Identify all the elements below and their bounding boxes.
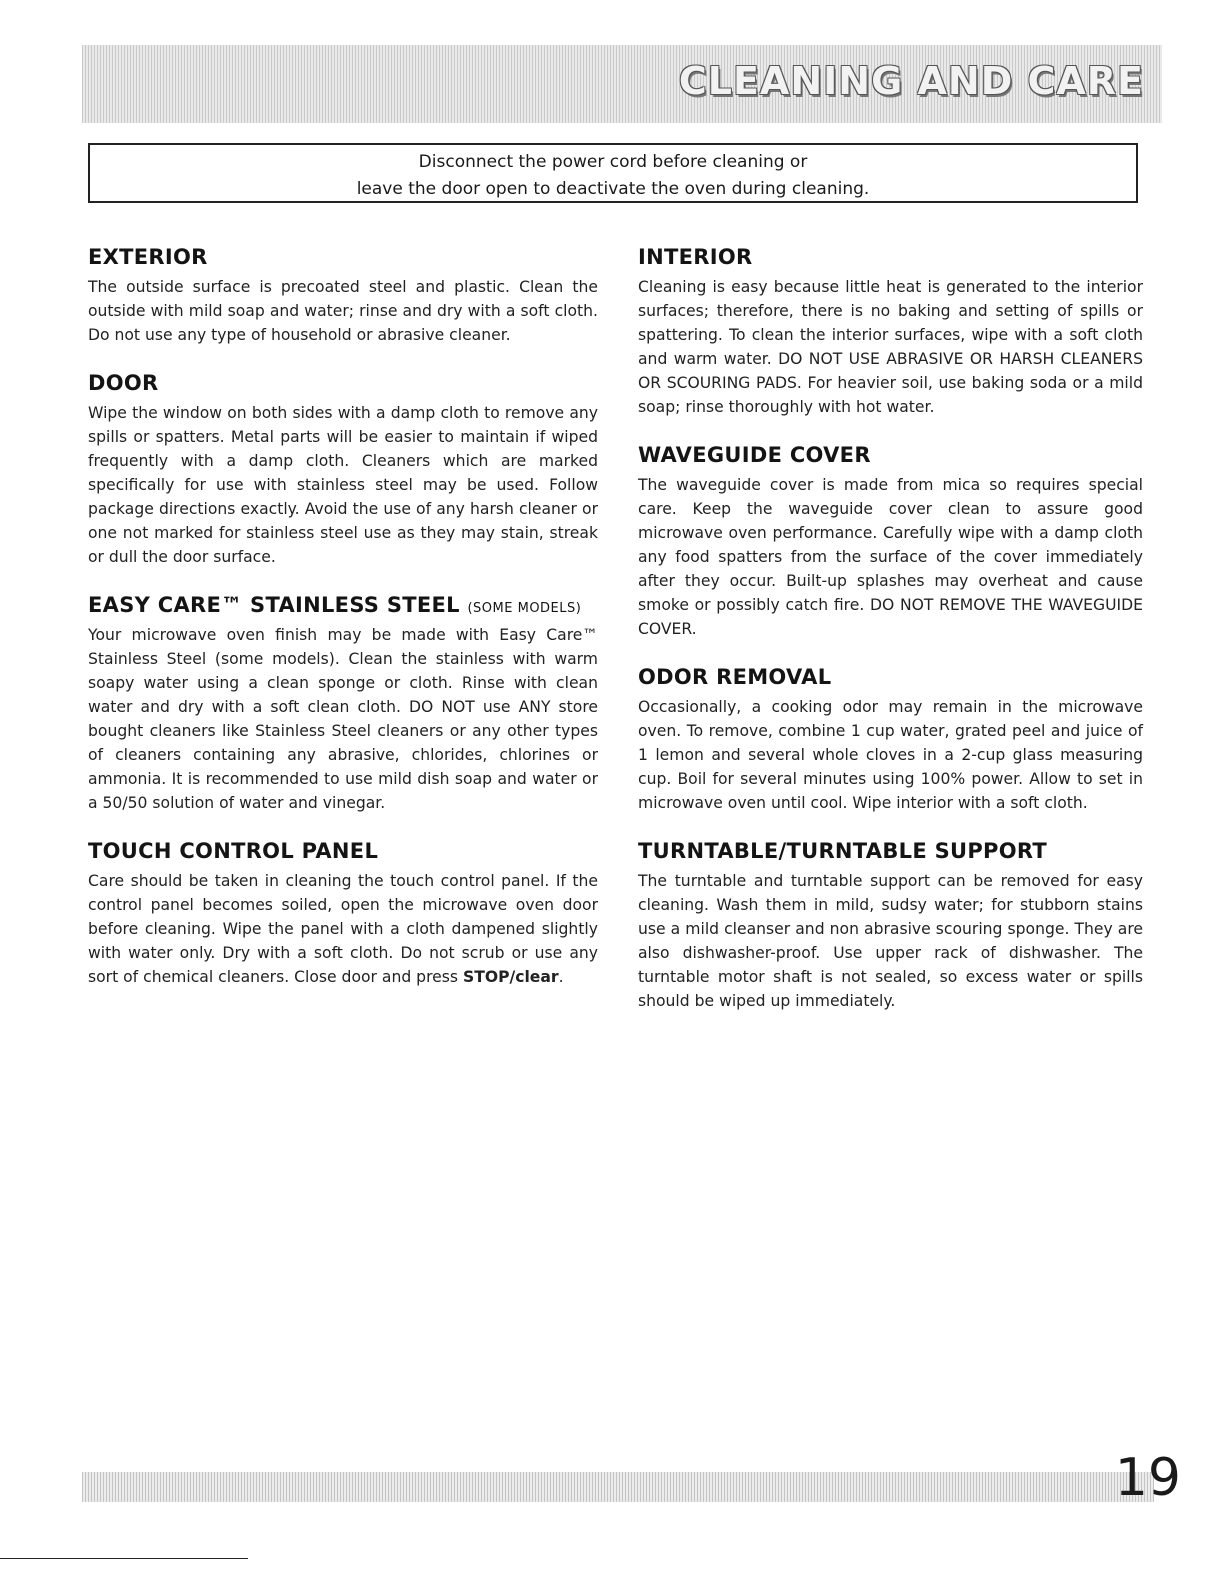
section-turntable (638, 839, 1143, 1013)
section-door (88, 371, 598, 569)
warning-line-1: Disconnect the power cord before cleaning or (418, 152, 808, 172)
section-heading: INTERIOR (638, 245, 753, 269)
section-heading: EASY CARE™ STAINLESS STEEL (88, 593, 460, 617)
section-body: The outside surface is precoated steel and plastic. Clean the outside with mild soap and water; rinse and dry with a soft cloth. Do not use any type of household or abrasive cleaner. (88, 278, 598, 344)
page-title: CLEANING AND CARE (678, 59, 1144, 103)
section-body: Occasionally, a cooking odor may remain in the microwave oven. To remove, combine 1 cup water, grated peel and juice of 1 lemon and several whole cloves in a 2-cup glass measuring cup. Boil for several minutes using 100% power. Allow to set in microwave oven until cool. Wipe interior with a soft cloth. (638, 698, 1143, 812)
section-subheading: (SOME MODELS) (467, 601, 582, 616)
section-heading: EXTERIOR (88, 245, 208, 269)
section-heading-wrap (88, 593, 598, 617)
section-body: The waveguide cover is made from mica so requires special care. Keep the waveguide cover clean to assure good microwave oven performance. Carefully wipe with a damp cloth any food spatters from the surface of the cover immediately after they occur. Built-up splashes may overheat and cause smoke or possibly catch fire. DO NOT REMOVE THE WAVEGUIDE COVER. (638, 476, 1143, 638)
left-column (88, 245, 598, 1013)
section-heading: DOOR (88, 371, 159, 395)
section-interior (638, 245, 1143, 419)
page-number: 19 (1114, 1448, 1181, 1508)
section-body: Cleaning is easy because little heat is generated to the interior surfaces; therefore, there is no baking and setting of spills or spattering. To clean the interior surfaces, wipe with a soft cloth and warm water. DO NOT USE ABRASIVE OR HARSH CLEANERS OR SCOURING PADS. For heavier soil, use baking soda or a mild soap; rinse thoroughly with hot water. (638, 278, 1143, 416)
section-body: Your microwave oven finish may be made with Easy Care™ Stainless Steel (some models). Clean the stainless with warm soapy water using a clean sponge or cloth. Rinse with clean water and dry with a soft clean cloth. DO NOT use ANY store bought cleaners like Stainless Steel cleaners or any other types of cleaners containing any abrasive, chlorides, chlorines or ammonia. It is recommended to use mild dish soap and water or a 50/50 solution of water and vinegar. (88, 626, 598, 812)
right-column (638, 245, 1143, 1037)
bottom-rule (0, 1558, 248, 1559)
section-heading: WAVEGUIDE COVER (638, 443, 871, 467)
section-waveguide-cover (638, 443, 1143, 641)
section-odor-removal (638, 665, 1143, 815)
section-touch-control-panel (88, 839, 598, 989)
stop-clear-key-label: STOP/clear (462, 968, 559, 986)
section-stainless-steel (88, 593, 598, 815)
footer-band (82, 1472, 1154, 1502)
warning-box (88, 143, 1138, 203)
section-exterior (88, 245, 598, 347)
header-band (82, 45, 1162, 123)
warning-line-2: leave the door open to deactivate the oven during cleaning. (356, 179, 870, 199)
sentence-end: . (558, 968, 564, 986)
section-heading: TURNTABLE/TURNTABLE SUPPORT (638, 839, 1048, 863)
section-body: Care should be taken in cleaning the touch control panel. If the control panel becomes soiled, open the microwave oven door before cleaning. Wipe the panel with a cloth dampened slightly with water only. Dry with a soft cloth. Do not scrub or use any sort of chemical cleaners. Close door and press (88, 872, 598, 986)
section-body: The turntable and turntable support can be removed for easy cleaning. Wash them in mild, sudsy water; for stubborn stains use a mild cleanser and non abrasive scouring sponge. They are also dishwasher-proof. Use upper rack of dishwasher. The turntable motor shaft is not sealed, so excess water or spills should be wiped up immediately. (638, 872, 1143, 1010)
section-body-wrap (88, 869, 598, 989)
section-heading: ODOR REMOVAL (638, 665, 832, 689)
section-body: Wipe the window on both sides with a damp cloth to remove any spills or spatters. Metal parts will be easier to maintain if wiped frequently with a damp cloth. Cleaners which are marked specifically for use with stainless steel may be used. Follow package directions exactly. Avoid the use of any harsh cleaner or one not marked for stainless steel use as they may stain, streak or dull the door surface. (88, 404, 598, 566)
section-heading: TOUCH CONTROL PANEL (88, 839, 379, 863)
